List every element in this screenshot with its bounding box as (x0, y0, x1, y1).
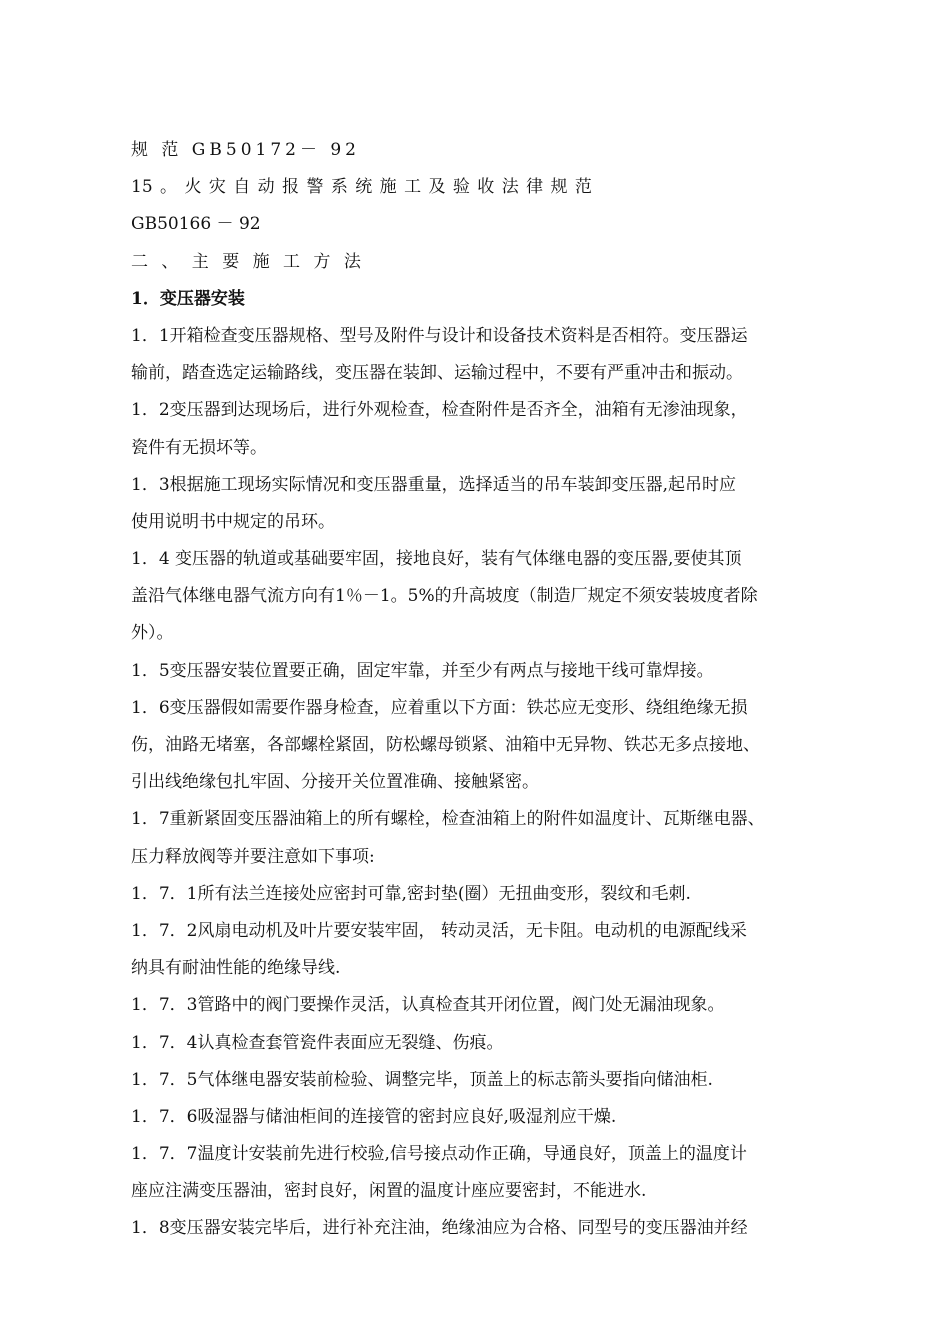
text-line: 输前，踏查选定运输路线，变压器在装卸、运输过程中，不要有严重冲击和振动。 (131, 363, 743, 384)
text-line: 座应注满变压器油，密封良好，闲置的温度计座应要密封，不能进水. (131, 1181, 647, 1202)
text-line: 1．5变压器安装位置要正确，固定牢靠，并至少有两点与接地干线可靠焊接。 (131, 660, 714, 681)
text-line: 外）。 (131, 623, 174, 644)
text-line: 1．6变压器假如需要作器身检查，应着重以下方面：铁芯应无变形、绕组绝缘无损 (131, 697, 748, 718)
text-line: 1．1开箱检查变压器规格、型号及附件与设计和设备技术资料是否相符。变压器运 (131, 325, 748, 346)
text-line: 盖沿气体继电器气流方向有1％－1。5%的升高坡度（制造厂规定不须安装坡度者除 (131, 586, 758, 607)
text-line: 引出线绝缘包扎牢固、分接开关位置准确、接触紧密。 (131, 772, 539, 793)
text-line: 1．7．6吸湿器与储油柜间的连接管的密封应良好,吸湿剂应干燥. (131, 1106, 617, 1127)
text-line: 压力释放阀等并要注意如下事项: (131, 846, 375, 867)
text-line: 1．7．2风扇电动机及叶片要安装牢固， 转动灵活，无卡阻。电动机的电源配线采 (131, 920, 747, 941)
text-line: 1．7．7温度计安装前先进行校验,信号接点动作正确，导通良好，顶盖上的温度计 (131, 1144, 747, 1165)
document-body (131, 136, 851, 1252)
text-line: 伤，油路无堵塞，各部螺栓紧固，防松螺母锁紧、油箱中无异物、铁芯无多点接地、 (131, 735, 760, 755)
text-line: 1．7．4认真检查套管瓷件表面应无裂缝、伤痕。 (131, 1032, 504, 1053)
text-line: 15 。 火 灾 自 动 报 警 系 统 施 工 及 验 收 法 律 规 范 (131, 177, 592, 198)
section-heading: 1．变压器安装 (131, 288, 245, 309)
text-line: 1．7．5气体继电器安装前检验、调整完毕，顶盖上的标志箭头要指向储油柜. (131, 1069, 713, 1090)
text-line: 瓷件有无损坏等。 (131, 437, 267, 458)
text-line: 纳具有耐油性能的绝缘导线. (131, 958, 341, 979)
text-line: GB50166 － 92 (131, 214, 261, 235)
text-line: 1．7重新紧固变压器油箱上的所有螺栓，检查油箱上的附件如温度计、瓦斯继电器、 (131, 809, 765, 830)
text-line: 1．4 变压器的轨道或基础要牢固，接地良好，装有气体继电器的变压器,要使其顶 (131, 549, 742, 570)
text-line: 规 范 GB50172－ 92 (131, 140, 360, 160)
text-line: 1．2变压器到达现场后，进行外观检查，检查附件是否齐全，油箱有无渗油现象， (131, 400, 748, 421)
text-line: 1．3根据施工现场实际情况和变压器重量，选择适当的吊车装卸变压器,起吊时应 (131, 474, 737, 495)
text-line: 1．8变压器安装完毕后，进行补充注油，绝缘油应为合格、同型号的变压器油并经 (131, 1218, 748, 1239)
text-line: 使用说明书中规定的吊环。 (131, 511, 335, 532)
text-line: 二 、 主 要 施 工 方 法 (131, 251, 365, 272)
text-line: 1．7．1所有法兰连接处应密封可靠,密封垫(圈）无扭曲变形，裂纹和毛刺. (131, 883, 691, 904)
text-line: 1．7．3管路中的阀门要操作灵活，认真检查其开闭位置，阀门处无漏油现象。 (131, 995, 725, 1016)
